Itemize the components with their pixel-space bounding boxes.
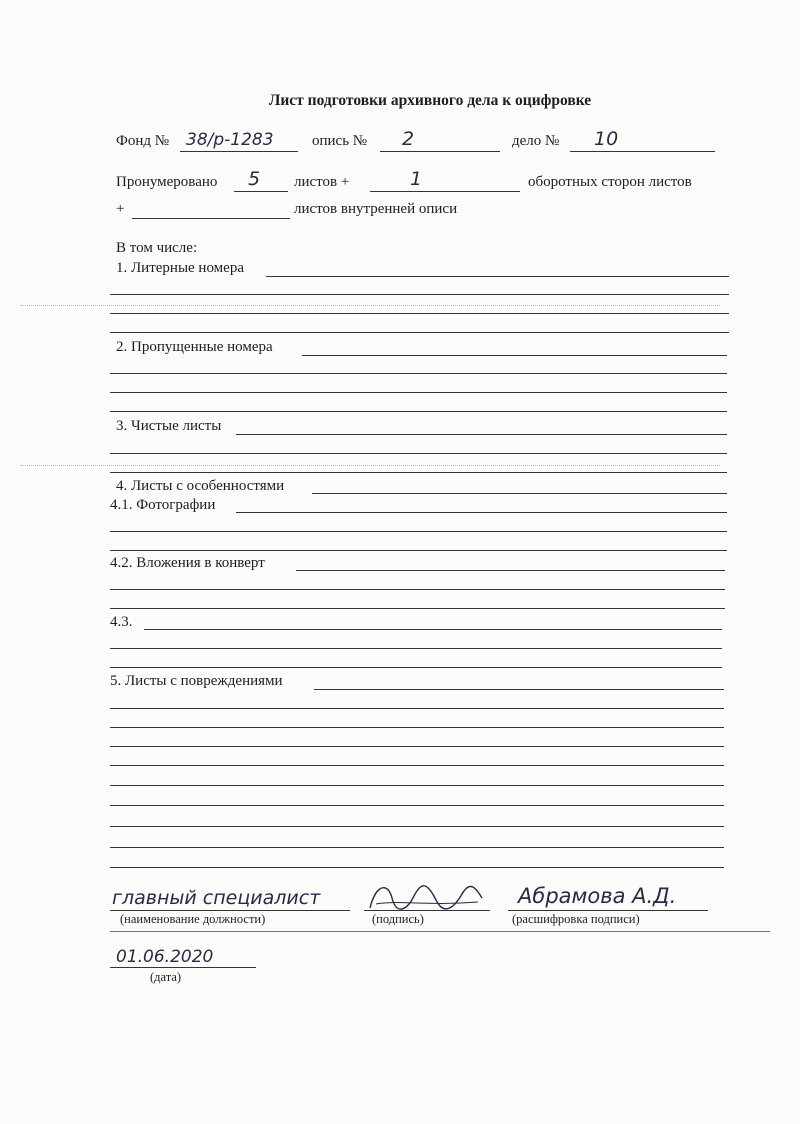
delo-label: дело № xyxy=(512,133,560,149)
inner-underline xyxy=(132,218,290,219)
section-missing-numbers: 2. Пропущенные номера xyxy=(116,339,273,355)
ruled-line xyxy=(110,313,729,314)
name-caption: (расшифровка подписи) xyxy=(512,912,640,926)
scan-noise xyxy=(20,305,720,306)
opis-underline xyxy=(380,151,500,152)
ruled-line xyxy=(110,648,722,649)
date-value: 01.06.2020 xyxy=(116,947,214,967)
ruled-line xyxy=(110,708,724,709)
separator-line xyxy=(110,931,770,932)
ruled-line xyxy=(110,294,729,295)
section-43: 4.3. xyxy=(110,614,133,630)
section-2-line xyxy=(302,355,727,356)
opis-value: 2 xyxy=(402,128,415,150)
ruled-line xyxy=(110,472,727,473)
ruled-line xyxy=(110,411,727,412)
section-photos: 4.1. Фотографии xyxy=(110,497,216,513)
reverse-value: 1 xyxy=(410,168,423,190)
including-label: В том числе: xyxy=(116,240,198,256)
inner-label: листов внутренней описи xyxy=(294,201,458,217)
sheets-underline xyxy=(234,191,288,192)
reverse-underline xyxy=(370,191,520,192)
position-caption: (наименование должности) xyxy=(120,912,266,926)
section-special-sheets: 4. Листы с особенностями xyxy=(116,478,285,494)
ruled-line xyxy=(110,453,727,454)
numbered-label: Пронумеровано xyxy=(116,174,218,190)
position-value: главный специалист xyxy=(112,887,321,909)
name-underline xyxy=(508,910,708,911)
ruled-line xyxy=(110,589,725,590)
ruled-line xyxy=(110,727,724,728)
section-5-line xyxy=(314,689,724,690)
fond-underline xyxy=(180,151,298,152)
ruled-line xyxy=(110,373,727,374)
ruled-line xyxy=(110,785,724,786)
ruled-line xyxy=(110,867,724,868)
section-1-line xyxy=(266,276,729,277)
section-blank-sheets: 3. Чистые листы xyxy=(116,418,222,434)
sheets-value: 5 xyxy=(248,168,261,190)
ruled-line xyxy=(110,667,722,668)
section-literal-numbers: 1. Литерные номера xyxy=(116,260,244,276)
section-41-line xyxy=(236,512,727,513)
section-envelopes: 4.2. Вложения в конверт xyxy=(110,555,265,571)
ruled-line xyxy=(110,531,727,532)
date-caption: (дата) xyxy=(150,970,182,984)
opis-label: опись № xyxy=(312,133,368,149)
section-damaged-sheets: 5. Листы с повреждениями xyxy=(110,673,283,689)
signature-caption: (подпись) xyxy=(372,912,424,926)
plus-sign: + xyxy=(116,201,125,217)
date-underline xyxy=(110,967,256,968)
ruled-line xyxy=(110,746,724,747)
fond-label: Фонд № xyxy=(116,133,170,149)
signature-scribble xyxy=(366,878,486,914)
signature-underline xyxy=(364,910,490,911)
ruled-line xyxy=(110,805,724,806)
ruled-line xyxy=(110,608,725,609)
ruled-line xyxy=(110,826,724,827)
position-underline xyxy=(110,910,350,911)
section-3-line xyxy=(236,434,727,435)
section-43-line xyxy=(144,629,722,630)
delo-value: 10 xyxy=(594,128,619,150)
section-42-line xyxy=(296,570,725,571)
ruled-line xyxy=(110,392,727,393)
scan-noise xyxy=(20,465,720,466)
name-value: Абрамова А.Д. xyxy=(518,884,677,908)
reverse-label: оборотных сторон листов xyxy=(528,174,692,190)
ruled-line xyxy=(110,765,724,766)
sheets-label: листов + xyxy=(294,174,350,190)
ruled-line xyxy=(110,550,727,551)
fond-value: 38/р-1283 xyxy=(186,130,274,150)
ruled-line xyxy=(110,332,729,333)
section-4-line xyxy=(312,493,727,494)
ruled-line xyxy=(110,847,724,848)
document-title: Лист подготовки архивного дела к оцифровке xyxy=(268,92,592,109)
delo-underline xyxy=(570,151,715,152)
